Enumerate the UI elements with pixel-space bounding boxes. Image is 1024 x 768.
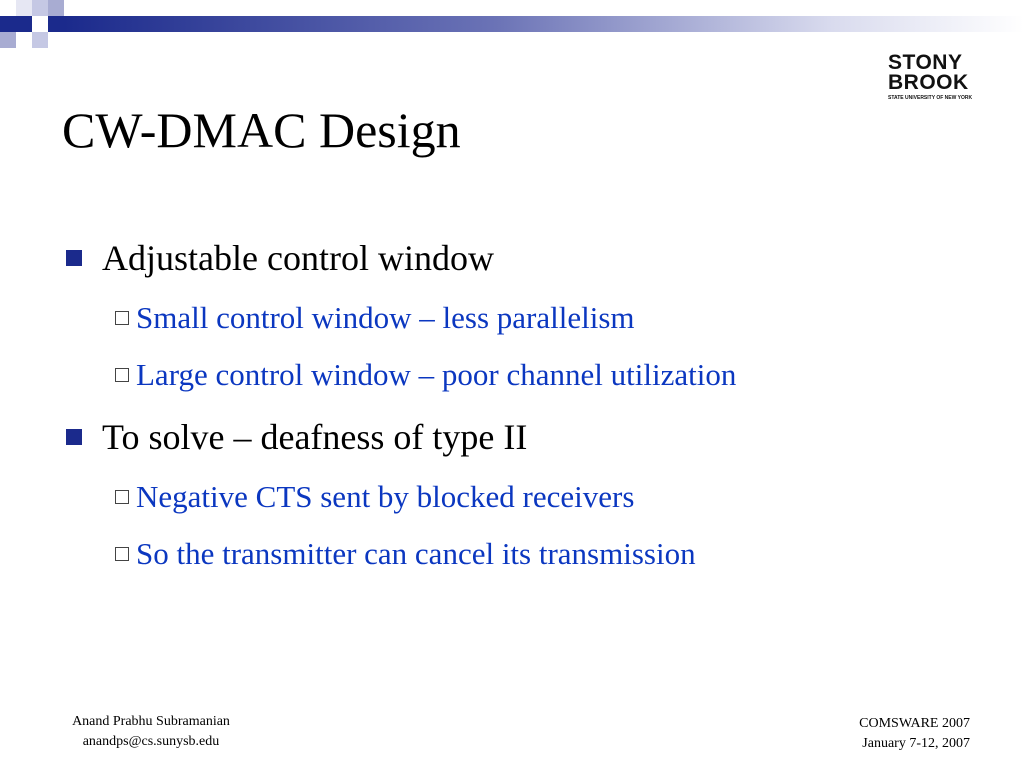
header-gradient-bar <box>64 16 1024 32</box>
bullet-1-text: Adjustable control window <box>102 238 494 278</box>
footer-author: Anand Prabhu Subramanian <box>72 714 230 729</box>
decor-square <box>0 16 16 32</box>
sub-bullet-1-2-text: Large control window – poor channel utilization <box>136 357 737 392</box>
footer-conference-block <box>859 714 970 754</box>
sub-bullet-2-1-text: Negative CTS sent by blocked receivers <box>136 479 635 514</box>
sub-bullet-2-2-text: So the transmitter can cancel its transmission <box>136 536 696 571</box>
sub-bullet-1-1-text: Small control window – less parallelism <box>136 300 635 335</box>
footer-author-block <box>50 712 252 752</box>
hollow-square-bullet-icon <box>115 490 129 504</box>
hollow-square-bullet-icon <box>115 368 129 382</box>
footer-email: anandps@cs.sunysb.edu <box>82 734 220 749</box>
footer-dates: January 7-12, 2007 <box>862 736 970 751</box>
hollow-square-bullet-icon <box>115 547 129 561</box>
bullet-2 <box>66 415 527 459</box>
slide-title: CW-DMAC Design <box>62 102 461 158</box>
decor-square <box>32 32 48 48</box>
decor-square <box>16 0 32 16</box>
stony-brook-logo <box>884 52 976 106</box>
decor-square <box>32 0 48 16</box>
logo-line2: BROOK <box>888 71 969 94</box>
decor-square <box>48 16 64 32</box>
decor-square <box>48 0 64 16</box>
sub-bullet-2-2 <box>115 535 696 573</box>
decor-square <box>16 16 32 32</box>
sub-bullet-1-1 <box>115 299 635 337</box>
bullet-2-text: To solve – deafness of type II <box>102 417 528 457</box>
square-bullet-icon <box>66 250 82 266</box>
sub-bullet-1-2 <box>115 356 736 394</box>
decor-square <box>0 32 16 48</box>
bullet-1 <box>66 236 494 280</box>
hollow-square-bullet-icon <box>115 311 129 325</box>
logo-line1: STONY <box>888 51 963 74</box>
square-bullet-icon <box>66 429 82 445</box>
footer-conference: COMSWARE 2007 <box>859 716 970 731</box>
logo-subtitle: STATE UNIVERSITY OF NEW YORK <box>888 95 973 101</box>
sub-bullet-2-1 <box>115 478 634 516</box>
